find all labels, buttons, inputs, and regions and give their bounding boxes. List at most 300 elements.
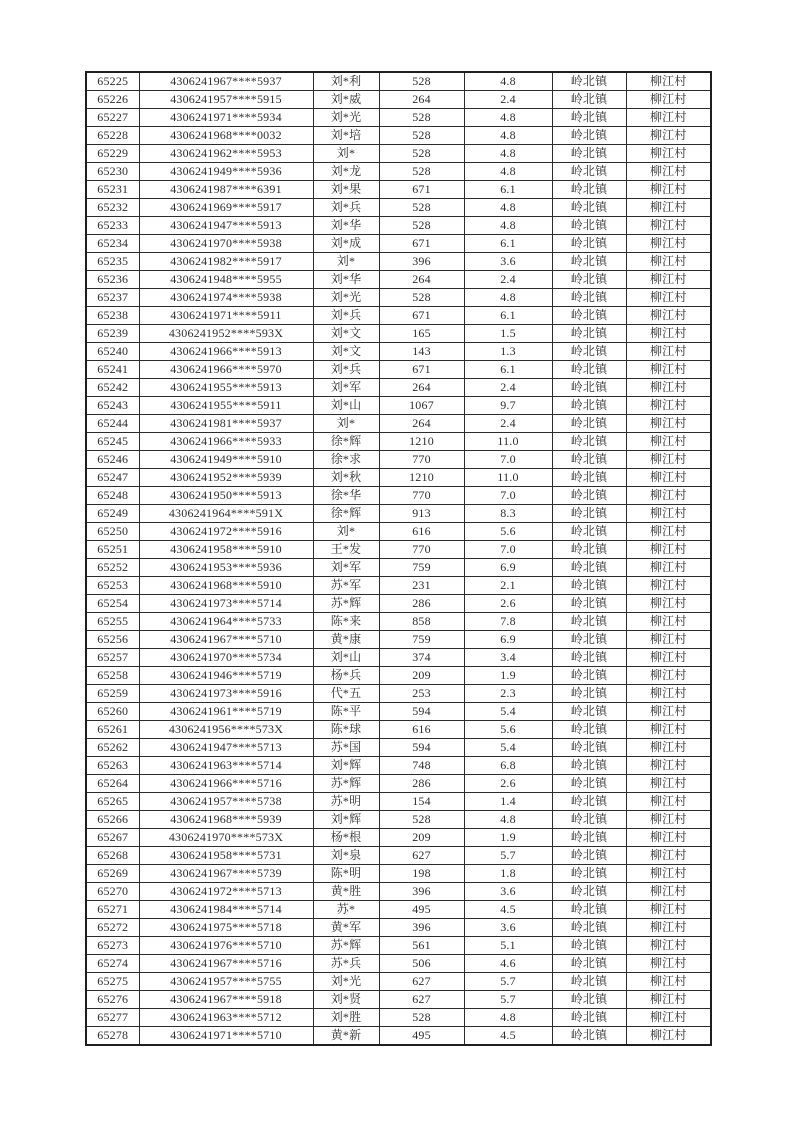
cell-village: 柳江村 — [626, 901, 711, 919]
cell-rate: 6.1 — [464, 307, 552, 325]
cell-amount: 396 — [379, 253, 464, 271]
cell-town: 岭北镇 — [552, 793, 626, 811]
table-row — [86, 541, 711, 559]
cell-amount: 759 — [379, 559, 464, 577]
cell-id-masked: 4306241982****5917 — [139, 253, 313, 271]
cell-amount: 528 — [379, 1009, 464, 1027]
cell-amount: 528 — [379, 289, 464, 307]
cell-id-masked: 4306241966****5970 — [139, 361, 313, 379]
cell-amount: 209 — [379, 667, 464, 685]
cell-name: 王*发 — [313, 541, 379, 559]
cell-amount: 528 — [379, 217, 464, 235]
cell-id-masked: 4306241964****5733 — [139, 613, 313, 631]
cell-name: 刘*军 — [313, 379, 379, 397]
subsidy-table — [85, 71, 712, 1046]
cell-name: 刘*龙 — [313, 163, 379, 181]
cell-name: 刘*兵 — [313, 361, 379, 379]
cell-id-masked: 4306241964****591X — [139, 505, 313, 523]
cell-serial: 65275 — [86, 973, 139, 991]
cell-name: 刘*文 — [313, 325, 379, 343]
cell-town: 岭北镇 — [552, 325, 626, 343]
cell-amount: 616 — [379, 721, 464, 739]
cell-id-masked: 4306241973****5916 — [139, 685, 313, 703]
cell-rate: 2.4 — [464, 91, 552, 109]
cell-id-masked: 4306241967****5918 — [139, 991, 313, 1009]
table-row — [86, 577, 711, 595]
cell-amount: 286 — [379, 595, 464, 613]
table-row — [86, 559, 711, 577]
cell-serial: 65267 — [86, 829, 139, 847]
cell-name: 苏* — [313, 901, 379, 919]
cell-rate: 5.1 — [464, 937, 552, 955]
cell-town: 岭北镇 — [552, 109, 626, 127]
cell-id-masked: 4306241955****5913 — [139, 379, 313, 397]
cell-amount: 528 — [379, 163, 464, 181]
cell-town: 岭北镇 — [552, 343, 626, 361]
cell-name: 刘*华 — [313, 271, 379, 289]
table-row — [86, 72, 711, 91]
cell-serial: 65244 — [86, 415, 139, 433]
cell-id-masked: 4306241972****5916 — [139, 523, 313, 541]
cell-rate: 6.9 — [464, 631, 552, 649]
cell-town: 岭北镇 — [552, 685, 626, 703]
cell-name: 刘*秋 — [313, 469, 379, 487]
table-row — [86, 217, 711, 235]
cell-id-masked: 4306241971****5911 — [139, 307, 313, 325]
cell-rate: 4.8 — [464, 109, 552, 127]
cell-id-masked: 4306241974****5938 — [139, 289, 313, 307]
cell-name: 陈*明 — [313, 865, 379, 883]
cell-id-masked: 4306241970****573X — [139, 829, 313, 847]
cell-rate: 3.6 — [464, 253, 552, 271]
cell-town: 岭北镇 — [552, 631, 626, 649]
cell-id-masked: 4306241968****0032 — [139, 127, 313, 145]
cell-serial: 65271 — [86, 901, 139, 919]
cell-rate: 3.6 — [464, 919, 552, 937]
cell-serial: 65266 — [86, 811, 139, 829]
cell-amount: 495 — [379, 1027, 464, 1046]
cell-village: 柳江村 — [626, 523, 711, 541]
cell-serial: 65236 — [86, 271, 139, 289]
cell-rate: 7.0 — [464, 541, 552, 559]
cell-serial: 65243 — [86, 397, 139, 415]
cell-village: 柳江村 — [626, 991, 711, 1009]
cell-serial: 65247 — [86, 469, 139, 487]
cell-id-masked: 4306241975****5718 — [139, 919, 313, 937]
cell-id-masked: 4306241976****5710 — [139, 937, 313, 955]
table-row — [86, 883, 711, 901]
cell-id-masked: 4306241963****5714 — [139, 757, 313, 775]
cell-amount: 561 — [379, 937, 464, 955]
cell-rate: 11.0 — [464, 469, 552, 487]
cell-village: 柳江村 — [626, 145, 711, 163]
cell-id-masked: 4306241971****5934 — [139, 109, 313, 127]
table-row — [86, 631, 711, 649]
cell-rate: 4.8 — [464, 163, 552, 181]
cell-rate: 4.8 — [464, 72, 552, 91]
cell-village: 柳江村 — [626, 343, 711, 361]
cell-serial: 65259 — [86, 685, 139, 703]
cell-rate: 6.1 — [464, 361, 552, 379]
table-row — [86, 271, 711, 289]
table-row — [86, 343, 711, 361]
cell-name: 苏*辉 — [313, 595, 379, 613]
cell-serial: 65238 — [86, 307, 139, 325]
cell-rate: 4.8 — [464, 217, 552, 235]
cell-village: 柳江村 — [626, 433, 711, 451]
cell-rate: 2.4 — [464, 271, 552, 289]
cell-id-masked: 4306241957****5915 — [139, 91, 313, 109]
table-row — [86, 289, 711, 307]
cell-village: 柳江村 — [626, 883, 711, 901]
table-row — [86, 793, 711, 811]
cell-serial: 65263 — [86, 757, 139, 775]
cell-rate: 1.3 — [464, 343, 552, 361]
table-row — [86, 1009, 711, 1027]
cell-town: 岭北镇 — [552, 307, 626, 325]
cell-id-masked: 4306241966****5913 — [139, 343, 313, 361]
cell-amount: 1210 — [379, 469, 464, 487]
cell-serial: 65225 — [86, 72, 139, 91]
cell-amount: 627 — [379, 973, 464, 991]
cell-serial: 65262 — [86, 739, 139, 757]
cell-id-masked: 4306241981****5937 — [139, 415, 313, 433]
cell-serial: 65248 — [86, 487, 139, 505]
cell-name: 刘*成 — [313, 235, 379, 253]
cell-town: 岭北镇 — [552, 523, 626, 541]
cell-id-masked: 4306241967****5710 — [139, 631, 313, 649]
cell-serial: 65274 — [86, 955, 139, 973]
cell-rate: 7.0 — [464, 451, 552, 469]
cell-id-masked: 4306241966****5716 — [139, 775, 313, 793]
cell-serial: 65249 — [86, 505, 139, 523]
cell-village: 柳江村 — [626, 973, 711, 991]
cell-village: 柳江村 — [626, 703, 711, 721]
table-row — [86, 775, 711, 793]
cell-town: 岭北镇 — [552, 217, 626, 235]
table-row — [86, 919, 711, 937]
cell-rate: 1.9 — [464, 667, 552, 685]
table-row — [86, 865, 711, 883]
cell-name: 代*五 — [313, 685, 379, 703]
cell-name: 陈*球 — [313, 721, 379, 739]
cell-village: 柳江村 — [626, 487, 711, 505]
cell-name: 苏*国 — [313, 739, 379, 757]
cell-amount: 671 — [379, 235, 464, 253]
cell-id-masked: 4306241957****5738 — [139, 793, 313, 811]
cell-town: 岭北镇 — [552, 163, 626, 181]
cell-name: 陈*来 — [313, 613, 379, 631]
cell-village: 柳江村 — [626, 793, 711, 811]
cell-serial: 65254 — [86, 595, 139, 613]
cell-amount: 209 — [379, 829, 464, 847]
cell-village: 柳江村 — [626, 307, 711, 325]
table-row — [86, 91, 711, 109]
cell-serial: 65261 — [86, 721, 139, 739]
cell-town: 岭北镇 — [552, 811, 626, 829]
cell-town: 岭北镇 — [552, 379, 626, 397]
cell-rate: 9.7 — [464, 397, 552, 415]
cell-village: 柳江村 — [626, 649, 711, 667]
cell-name: 刘*光 — [313, 289, 379, 307]
cell-amount: 231 — [379, 577, 464, 595]
cell-village: 柳江村 — [626, 235, 711, 253]
cell-name: 刘*辉 — [313, 811, 379, 829]
cell-rate: 7.0 — [464, 487, 552, 505]
cell-name: 刘* — [313, 415, 379, 433]
cell-serial: 65256 — [86, 631, 139, 649]
cell-name: 刘*军 — [313, 559, 379, 577]
cell-village: 柳江村 — [626, 72, 711, 91]
cell-serial: 65257 — [86, 649, 139, 667]
cell-rate: 2.6 — [464, 775, 552, 793]
cell-id-masked: 4306241961****5719 — [139, 703, 313, 721]
cell-serial: 65258 — [86, 667, 139, 685]
cell-serial: 65241 — [86, 361, 139, 379]
cell-town: 岭北镇 — [552, 667, 626, 685]
cell-town: 岭北镇 — [552, 901, 626, 919]
cell-amount: 770 — [379, 451, 464, 469]
table-row — [86, 433, 711, 451]
cell-amount: 528 — [379, 127, 464, 145]
cell-name: 黄*新 — [313, 1027, 379, 1046]
cell-serial: 65276 — [86, 991, 139, 1009]
cell-town: 岭北镇 — [552, 397, 626, 415]
cell-rate: 1.5 — [464, 325, 552, 343]
table-row — [86, 361, 711, 379]
cell-village: 柳江村 — [626, 757, 711, 775]
cell-rate: 4.8 — [464, 289, 552, 307]
cell-village: 柳江村 — [626, 559, 711, 577]
cell-id-masked: 4306241973****5714 — [139, 595, 313, 613]
cell-serial: 65268 — [86, 847, 139, 865]
cell-village: 柳江村 — [626, 1009, 711, 1027]
cell-town: 岭北镇 — [552, 289, 626, 307]
table-row — [86, 991, 711, 1009]
cell-village: 柳江村 — [626, 289, 711, 307]
cell-village: 柳江村 — [626, 469, 711, 487]
cell-village: 柳江村 — [626, 595, 711, 613]
cell-amount: 528 — [379, 109, 464, 127]
cell-rate: 4.8 — [464, 127, 552, 145]
table-row — [86, 685, 711, 703]
cell-id-masked: 4306241972****5713 — [139, 883, 313, 901]
cell-town: 岭北镇 — [552, 703, 626, 721]
cell-village: 柳江村 — [626, 199, 711, 217]
cell-amount: 594 — [379, 703, 464, 721]
cell-serial: 65239 — [86, 325, 139, 343]
cell-name: 刘*利 — [313, 72, 379, 91]
cell-rate: 2.4 — [464, 379, 552, 397]
cell-rate: 5.7 — [464, 973, 552, 991]
cell-serial: 65270 — [86, 883, 139, 901]
cell-serial: 65234 — [86, 235, 139, 253]
cell-village: 柳江村 — [626, 109, 711, 127]
table-row — [86, 487, 711, 505]
table-body — [86, 72, 711, 1045]
cell-id-masked: 4306241984****5714 — [139, 901, 313, 919]
cell-rate: 8.3 — [464, 505, 552, 523]
cell-serial: 65269 — [86, 865, 139, 883]
cell-rate: 1.8 — [464, 865, 552, 883]
table-row — [86, 307, 711, 325]
cell-town: 岭北镇 — [552, 91, 626, 109]
cell-amount: 528 — [379, 199, 464, 217]
cell-town: 岭北镇 — [552, 72, 626, 91]
cell-serial: 65265 — [86, 793, 139, 811]
cell-serial: 65272 — [86, 919, 139, 937]
cell-amount: 198 — [379, 865, 464, 883]
cell-town: 岭北镇 — [552, 1027, 626, 1046]
cell-rate: 4.8 — [464, 1009, 552, 1027]
cell-amount: 264 — [379, 415, 464, 433]
cell-rate: 4.8 — [464, 145, 552, 163]
cell-id-masked: 4306241949****5936 — [139, 163, 313, 181]
cell-serial: 65278 — [86, 1027, 139, 1046]
table-row — [86, 199, 711, 217]
cell-village: 柳江村 — [626, 685, 711, 703]
cell-town: 岭北镇 — [552, 127, 626, 145]
cell-id-masked: 4306241970****5734 — [139, 649, 313, 667]
cell-serial: 65273 — [86, 937, 139, 955]
cell-id-masked: 4306241971****5710 — [139, 1027, 313, 1046]
cell-id-masked: 4306241970****5938 — [139, 235, 313, 253]
cell-id-masked: 4306241952****5939 — [139, 469, 313, 487]
table-row — [86, 937, 711, 955]
cell-village: 柳江村 — [626, 541, 711, 559]
cell-name: 刘*培 — [313, 127, 379, 145]
cell-id-masked: 4306241950****5913 — [139, 487, 313, 505]
cell-town: 岭北镇 — [552, 577, 626, 595]
cell-amount: 264 — [379, 91, 464, 109]
cell-name: 苏*辉 — [313, 937, 379, 955]
cell-town: 岭北镇 — [552, 865, 626, 883]
cell-id-masked: 4306241962****5953 — [139, 145, 313, 163]
table-row — [86, 757, 711, 775]
cell-amount: 165 — [379, 325, 464, 343]
cell-name: 杨*兵 — [313, 667, 379, 685]
cell-amount: 374 — [379, 649, 464, 667]
cell-id-masked: 4306241967****5937 — [139, 72, 313, 91]
cell-serial: 65228 — [86, 127, 139, 145]
cell-rate: 5.4 — [464, 703, 552, 721]
cell-town: 岭北镇 — [552, 739, 626, 757]
cell-name: 黄*胜 — [313, 883, 379, 901]
cell-rate: 1.9 — [464, 829, 552, 847]
cell-name: 刘*胜 — [313, 1009, 379, 1027]
table-row — [86, 829, 711, 847]
cell-village: 柳江村 — [626, 811, 711, 829]
cell-village: 柳江村 — [626, 919, 711, 937]
cell-name: 刘*山 — [313, 649, 379, 667]
cell-id-masked: 4306241953****5936 — [139, 559, 313, 577]
cell-rate: 2.4 — [464, 415, 552, 433]
cell-village: 柳江村 — [626, 829, 711, 847]
cell-name: 苏*兵 — [313, 955, 379, 973]
cell-village: 柳江村 — [626, 271, 711, 289]
cell-rate: 6.8 — [464, 757, 552, 775]
cell-serial: 65264 — [86, 775, 139, 793]
cell-name: 刘*贤 — [313, 991, 379, 1009]
cell-village: 柳江村 — [626, 361, 711, 379]
cell-name: 刘*华 — [313, 217, 379, 235]
cell-town: 岭北镇 — [552, 415, 626, 433]
cell-village: 柳江村 — [626, 631, 711, 649]
cell-town: 岭北镇 — [552, 451, 626, 469]
cell-town: 岭北镇 — [552, 181, 626, 199]
cell-town: 岭北镇 — [552, 955, 626, 973]
cell-village: 柳江村 — [626, 325, 711, 343]
cell-town: 岭北镇 — [552, 883, 626, 901]
table-row — [86, 325, 711, 343]
cell-serial: 65231 — [86, 181, 139, 199]
cell-village: 柳江村 — [626, 847, 711, 865]
cell-village: 柳江村 — [626, 721, 711, 739]
cell-amount: 528 — [379, 72, 464, 91]
cell-rate: 2.1 — [464, 577, 552, 595]
table-row — [86, 181, 711, 199]
cell-serial: 65235 — [86, 253, 139, 271]
cell-village: 柳江村 — [626, 613, 711, 631]
cell-village: 柳江村 — [626, 217, 711, 235]
cell-serial: 65233 — [86, 217, 139, 235]
cell-rate: 2.3 — [464, 685, 552, 703]
cell-rate: 4.8 — [464, 811, 552, 829]
cell-name: 徐*华 — [313, 487, 379, 505]
cell-town: 岭北镇 — [552, 271, 626, 289]
table-row — [86, 667, 711, 685]
cell-name: 徐*辉 — [313, 433, 379, 451]
cell-serial: 65260 — [86, 703, 139, 721]
cell-amount: 286 — [379, 775, 464, 793]
cell-rate: 5.6 — [464, 721, 552, 739]
cell-amount: 671 — [379, 181, 464, 199]
cell-rate: 5.4 — [464, 739, 552, 757]
cell-town: 岭北镇 — [552, 775, 626, 793]
cell-amount: 506 — [379, 955, 464, 973]
cell-town: 岭北镇 — [552, 253, 626, 271]
cell-id-masked: 4306241958****5910 — [139, 541, 313, 559]
table-row — [86, 1027, 711, 1046]
table-row — [86, 811, 711, 829]
cell-village: 柳江村 — [626, 397, 711, 415]
table-row — [86, 379, 711, 397]
cell-town: 岭北镇 — [552, 613, 626, 631]
cell-village: 柳江村 — [626, 1027, 711, 1046]
cell-id-masked: 4306241967****5739 — [139, 865, 313, 883]
cell-rate: 11.0 — [464, 433, 552, 451]
table-row — [86, 649, 711, 667]
cell-amount: 143 — [379, 343, 464, 361]
cell-village: 柳江村 — [626, 253, 711, 271]
cell-id-masked: 4306241987****6391 — [139, 181, 313, 199]
cell-serial: 65245 — [86, 433, 139, 451]
cell-serial: 65230 — [86, 163, 139, 181]
cell-serial: 65232 — [86, 199, 139, 217]
table-row — [86, 397, 711, 415]
cell-rate: 4.8 — [464, 199, 552, 217]
cell-town: 岭北镇 — [552, 487, 626, 505]
cell-town: 岭北镇 — [552, 235, 626, 253]
cell-village: 柳江村 — [626, 451, 711, 469]
table-row — [86, 739, 711, 757]
cell-rate: 3.4 — [464, 649, 552, 667]
cell-serial: 65255 — [86, 613, 139, 631]
cell-name: 刘*兵 — [313, 199, 379, 217]
cell-rate: 1.4 — [464, 793, 552, 811]
cell-town: 岭北镇 — [552, 361, 626, 379]
cell-amount: 616 — [379, 523, 464, 541]
